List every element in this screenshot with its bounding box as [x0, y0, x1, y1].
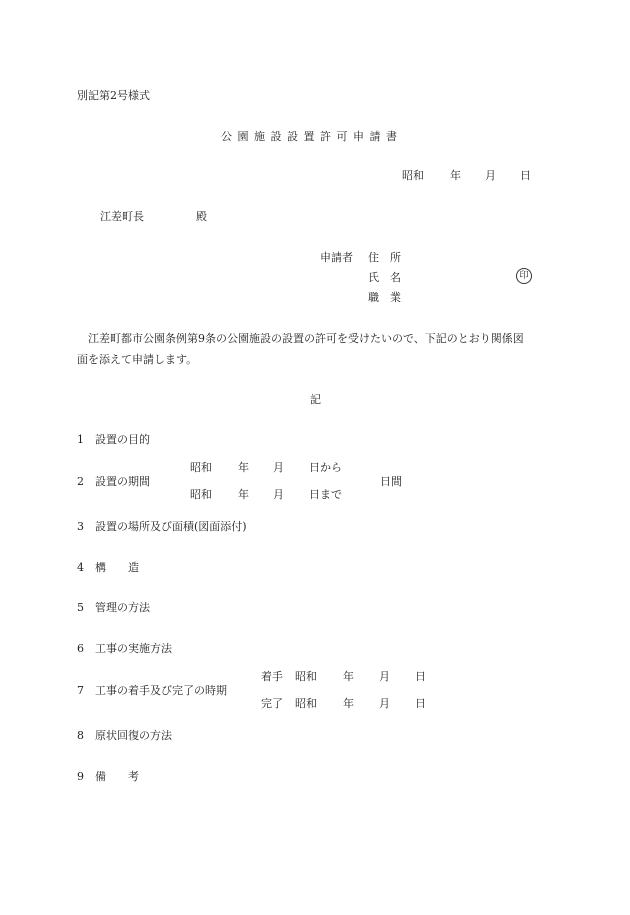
period-from-month: 月	[273, 461, 284, 474]
period-from-era: 昭和	[190, 461, 212, 474]
work-start-year: 年	[343, 670, 354, 683]
work-start-label: 着手	[261, 670, 283, 683]
item-label: 構 造	[95, 561, 139, 574]
form-number: 別記第2号様式	[77, 89, 150, 102]
work-start-month: 月	[379, 670, 390, 683]
seal-mark-icon: 印	[516, 268, 532, 284]
period-to-era: 昭和	[190, 488, 212, 501]
item-label: 工事の着手及び完了の時期	[95, 684, 227, 697]
period-to-month: 月	[273, 488, 284, 501]
item-label: 原状回復の方法	[95, 729, 172, 742]
work-end-year: 年	[343, 697, 354, 710]
item-number: 6	[77, 642, 84, 655]
item-label: 設置の期間	[95, 475, 150, 488]
period-from-year: 年	[238, 461, 249, 474]
work-start-era: 昭和	[295, 670, 317, 683]
applicant-label: 申請者	[320, 251, 353, 264]
applicant-occupation-label: 職 業	[368, 291, 401, 304]
addressee-honorific: 殿	[196, 210, 207, 223]
work-end-day: 日	[415, 697, 426, 710]
addressee-name: 江差町長	[100, 210, 144, 223]
request-statement-line-1: 江差町都市公園条例第9条の公園施設の設置の許可を受けたいので、下記のとおり関係図	[88, 332, 524, 345]
item-label: 工事の実施方法	[95, 642, 172, 655]
work-end-label: 完了	[261, 697, 283, 710]
item-label: 管理の方法	[95, 601, 150, 614]
ki-heading: 記	[310, 393, 321, 406]
period-days: 日間	[380, 475, 402, 488]
applicant-name-label: 氏 名	[368, 271, 401, 284]
item-label: 設置の場所及び面積(図面添付)	[95, 520, 247, 533]
period-to-year: 年	[238, 488, 249, 501]
work-end-era: 昭和	[295, 697, 317, 710]
date-era: 昭和	[402, 169, 424, 182]
item-number: 9	[77, 770, 84, 783]
item-number: 3	[77, 520, 84, 533]
period-from-day: 日から	[309, 461, 342, 474]
item-number: 4	[77, 561, 84, 574]
item-number: 2	[77, 475, 84, 488]
date-day: 日	[520, 169, 531, 182]
item-number: 5	[77, 601, 84, 614]
work-start-day: 日	[415, 670, 426, 683]
item-number: 7	[77, 684, 84, 697]
applicant-address-label: 住 所	[368, 251, 401, 264]
date-month: 月	[485, 169, 496, 182]
date-year: 年	[450, 169, 461, 182]
period-to-day: 日まで	[309, 488, 342, 501]
item-label: 備 考	[95, 770, 139, 783]
item-number: 8	[77, 729, 84, 742]
work-end-month: 月	[379, 697, 390, 710]
document-title: 公 園 施 設 設 置 許 可 申 請 書	[221, 130, 398, 143]
request-statement-line-2: 面を添えて申請します。	[77, 353, 198, 366]
item-label: 設置の目的	[95, 433, 150, 446]
item-number: 1	[77, 433, 84, 446]
